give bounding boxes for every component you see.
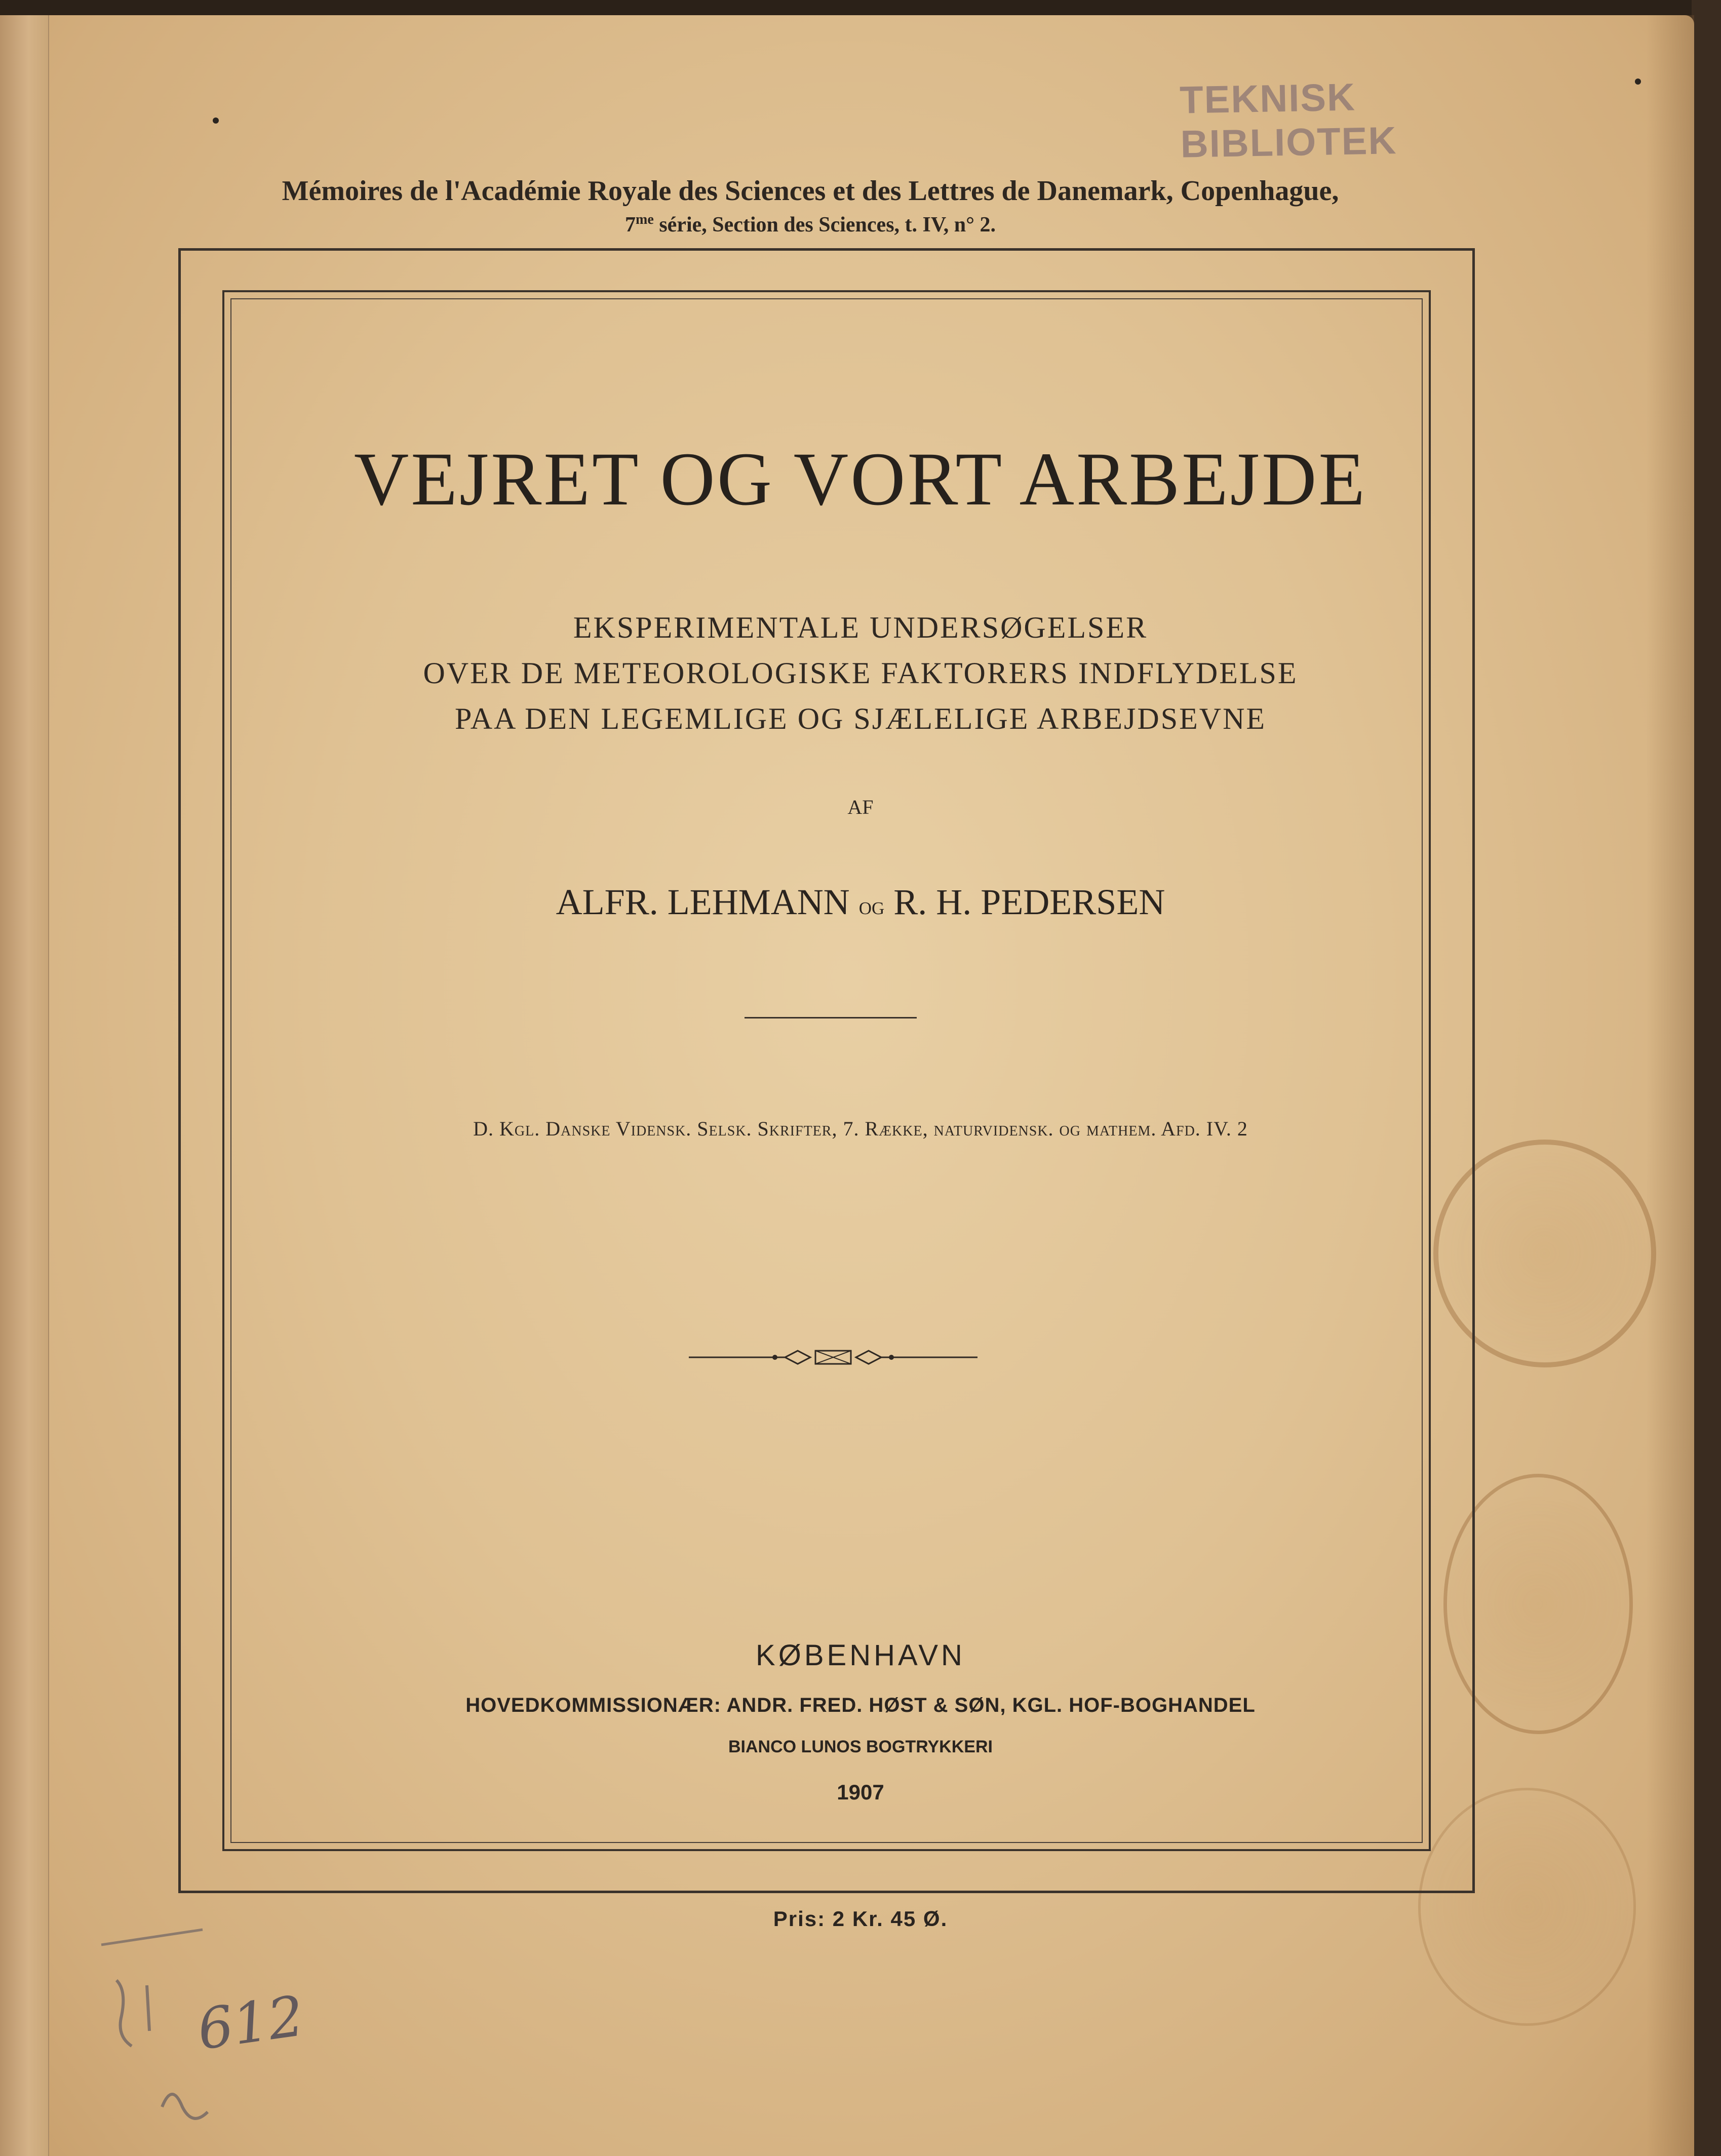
authors (0, 881, 1721, 923)
book-title: VEJRET OG VORT ARBEJDE (354, 437, 1367, 521)
publisher-city: KØBENHAVN (756, 1639, 965, 1672)
ornament-divider (689, 1345, 977, 1370)
author-conjunction: og (858, 891, 885, 920)
price: Pris: 2 Kr. 45 Ø. (773, 1907, 948, 1931)
series-reference: D. Kgl. Danske Vidensk. Selsk. Skrifter, 7. Række, naturvidensk. og mathem. Afd. IV. 2 (473, 1117, 1248, 1140)
publisher-agent: HOVEDKOMMISSIONÆR: ANDR. FRED. HØST & SØN, KGL. HOF-BOGHANDEL (465, 1694, 1256, 1716)
by-label: AF (847, 796, 874, 818)
handwritten-note: 612 (193, 1983, 308, 2062)
divider-rule (745, 1017, 917, 1018)
scanner-background (1692, 0, 1721, 2156)
page-edge-shadow (1646, 15, 1694, 2156)
subtitle-line-3: PAA DEN LEGEMLIGE OG SJÆLELIGE ARBEJDSEVNE (454, 702, 1267, 735)
author-1: ALFR. LEHMANN (556, 882, 850, 922)
ink-dot (213, 117, 219, 124)
title-frame-inner (222, 290, 1431, 1851)
ink-dot (1635, 79, 1641, 85)
author-2: R. H. PEDERSEN (893, 882, 1165, 922)
spine-fold (0, 15, 49, 2156)
series-header-line1: Mémoires de l'Académie Royale des Sciences et des Lettres de Danemark, Copenhague, (282, 175, 1339, 207)
subtitle-line-2: OVER DE METEOROLOGISKE FAKTORERS INDFLYDELSE (423, 656, 1298, 690)
publication-year: 1907 (837, 1780, 884, 1804)
printer: BIANCO LUNOS BOGTRYKKERI (728, 1737, 993, 1756)
series-header-line2: $7^{me}$ série, Section des Sciences, t. IV, n° 2. (625, 212, 996, 237)
library-stamp: TEKNISK BIBLIOTEK (1179, 75, 1398, 166)
subtitle-line-1: EKSPERIMENTALE UNDERSØGELSER (573, 611, 1148, 644)
